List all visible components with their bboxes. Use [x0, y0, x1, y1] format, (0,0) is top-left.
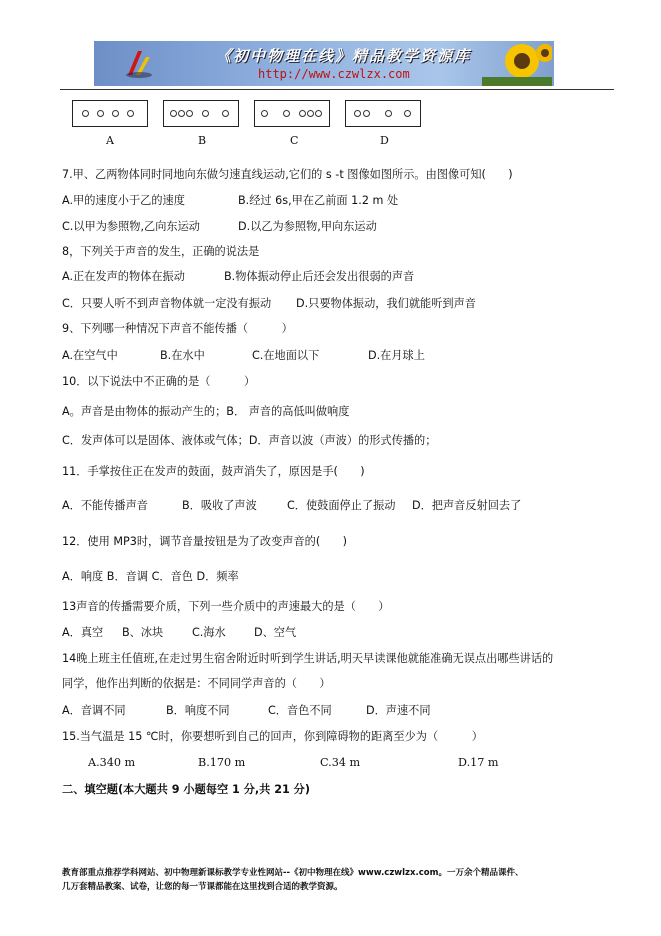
q8-stem: 8，下列关于声音的发生，正确的说法是	[62, 245, 260, 258]
figure-label-d: D	[380, 134, 389, 147]
q11-option-d: D．把声音反射回去了	[412, 499, 522, 512]
page-footer	[62, 866, 622, 894]
q8-option-b: B.物体振动停止后还会发出很弱的声音	[224, 270, 415, 283]
figure-box-d	[345, 100, 421, 127]
q9-stem: 9、下列哪一种情况下声音不能传播（ ）	[62, 322, 293, 335]
q9-option-c: C.在地面以下	[252, 349, 320, 362]
figure-label-c: C	[290, 134, 299, 147]
q7-option-d: D.以乙为参照物,甲向东运动	[238, 220, 377, 233]
footer-line-2: 几万套精品教案、试卷，让您的每一节课都能在这里找到合适的教学资源。	[62, 882, 343, 892]
sunflower-icon	[482, 41, 552, 86]
q9-option-a: A.在空气中	[62, 349, 118, 362]
q14-stem-2: 同学，他作出判断的依据是：不同同学声音的（ ）	[62, 677, 331, 690]
banner-title: 《初中物理在线》精品教学资源库	[216, 47, 472, 65]
q10-line1: A。声音是由物体的振动产生的；B． 声音的高低叫做响度	[62, 405, 350, 418]
header-banner	[94, 41, 554, 86]
figure-box-c	[254, 100, 330, 127]
q14-option-b: B．响度不同	[166, 704, 230, 717]
q10-stem: 10．以下说法中不正确的是（ ）	[62, 375, 256, 388]
q14-stem-1: 14晚上班主任值班,在走过男生宿舍附近时听到学生讲话,明天早读课他就能准确无误点出哪些讲话的	[62, 652, 554, 665]
q7-option-b: B.经过 6s,甲在乙前面 1.2 m 处	[238, 194, 399, 207]
q14-option-d: D．声速不同	[366, 704, 431, 717]
q10-line2: C．发声体可以是固体、液体或气体；D．声音以波（声波）的形式传播的；	[62, 434, 437, 447]
footer-line-1: 教育部重点推荐学科网站、初中物理新课标教学专业性网站--《初中物理在线》www.czwlzx.com。一万余个精品课件、	[62, 868, 524, 878]
q8-option-c: C．只要人听不到声音物体就一定没有振动	[62, 297, 272, 310]
q13-option-b: B、冰块	[122, 626, 164, 639]
figure-label-a: A	[106, 134, 114, 147]
header-rule	[60, 89, 614, 90]
q8-option-a: A.正在发声的物体在振动	[62, 270, 185, 283]
q7-option-a: A.甲的速度小于乙的速度	[62, 194, 185, 207]
q15-option-d: D.17 m	[458, 756, 499, 769]
q13-option-a: A．真空	[62, 626, 104, 639]
figure-box-a	[72, 100, 148, 127]
q15-stem: 15.当气温是 15 ℃时，你要想听到自己的回声，你到障碍物的距离至少为（ ）	[62, 730, 483, 743]
q13-option-c: C.海水	[192, 626, 226, 639]
q12-stem: 12．使用 MP3时，调节音量按钮是为了改变声音的( )	[62, 535, 347, 548]
q14-option-a: A．音调不同	[62, 704, 126, 717]
q11-option-b: B．吸收了声波	[182, 499, 257, 512]
q8-option-d: D.只要物体振动，我们就能听到声音	[296, 297, 476, 310]
q11-stem: 11．手掌按住正在发声的鼓面，鼓声消失了，原因是手( )	[62, 465, 365, 478]
figure-label-b: B	[198, 134, 207, 147]
q13-stem: 13声音的传播需要介质，下列一些介质中的声速最大的是（ ）	[62, 600, 390, 613]
logo-icon	[124, 47, 154, 79]
q9-option-d: D.在月球上	[368, 349, 425, 362]
q7-stem: 7.甲、乙两物体同时同地向东做匀速直线运动,它们的 s -t 图像如图所示。由图像可知( )	[62, 168, 513, 181]
q11-option-c: C．使鼓面停止了振动	[287, 499, 396, 512]
section-2-heading: 二、填空题(本大题共 9 小题每空 1 分,共 21 分)	[62, 783, 310, 796]
banner-url: http://www.czwlzx.com	[258, 67, 410, 81]
q7-option-c: C.以甲为参照物,乙向东运动	[62, 220, 200, 233]
q15-option-c: C.34 m	[320, 756, 361, 769]
q15-option-b: B.170 m	[198, 756, 246, 769]
q9-option-b: B.在水中	[160, 349, 205, 362]
q15-option-a: A.340 m	[88, 756, 136, 769]
figure-options	[72, 100, 432, 150]
q14-option-c: C．音色不同	[268, 704, 332, 717]
q12-options: A．响度 B．音调 C．音色 D．频率	[62, 570, 239, 583]
figure-box-b	[163, 100, 239, 127]
q11-option-a: A．不能传播声音	[62, 499, 148, 512]
q13-option-d: D、空气	[254, 626, 297, 639]
